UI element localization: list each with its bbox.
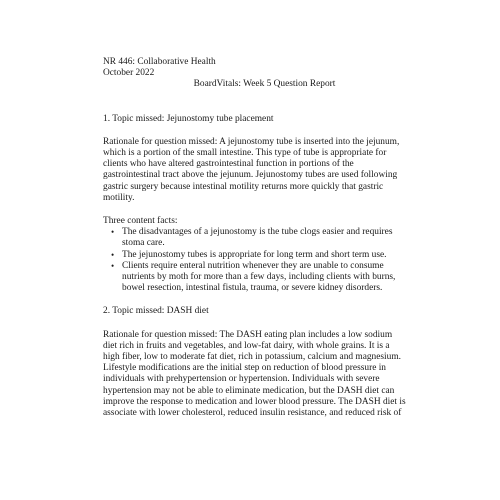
topic-heading-1: 1. Topic missed: Jejunostomy tube placement: [103, 113, 274, 124]
fact-item: • The jejunostomy tubes is appropriate for long term and short term use.: [122, 250, 408, 261]
report-date: October 2022: [103, 68, 155, 79]
fact-item: • The disadvantages of a jejunostomy is the tube clogs easier and requires stoma care.: [122, 227, 408, 249]
facts-list: [103, 227, 408, 294]
course-name: NR 446: Collaborative Health: [103, 57, 216, 67]
report-title: BoardVitals: Week 5 Question Report: [193, 79, 336, 90]
document-page: [103, 57, 408, 419]
topic-heading-2: 2. Topic missed: DASH diet: [103, 306, 209, 317]
rationale-paragraph-2: Rationale for question missed: The DASH eating plan includes a low sodium diet rich in fruits and vegetables, and low-fat dairy, with whole grains. It is a high fiber, low to moderate fat diet, rich in potassium, calcium and magnesium. Lifestyle modifications are the initial step on reduction of blood pressure in individuals with prehypertension or hypertension. Individuals with severe hypertension may not be able to eliminate medication, but the DASH diet can improve the response to medication and lower blood pressure. The DASH diet is associate with lower cholesterol, reduced insulin resistance, and reduced risk of: [103, 329, 406, 419]
fact-item: • Clients require enteral nutrition whenever they are unable to consume nutrients by moth for more than a few days, including clients with burns, bowel resection, intestinal fistula, trauma, or severe kidney disorders.: [122, 261, 408, 295]
facts-label: Three content facts:: [103, 216, 178, 227]
rationale-paragraph-1: Rationale for question missed: A jejunostomy tube is inserted into the jejunum, which is a portion of the small intestine. This type of tube is appropriate for clients who have altered gastrointestinal function in portions of the gastrointestinal tract above the jejunum. Jejunostomy tubes are used following gastric surgery because intestinal motility returns more quickly that gastric motility.: [103, 136, 400, 203]
